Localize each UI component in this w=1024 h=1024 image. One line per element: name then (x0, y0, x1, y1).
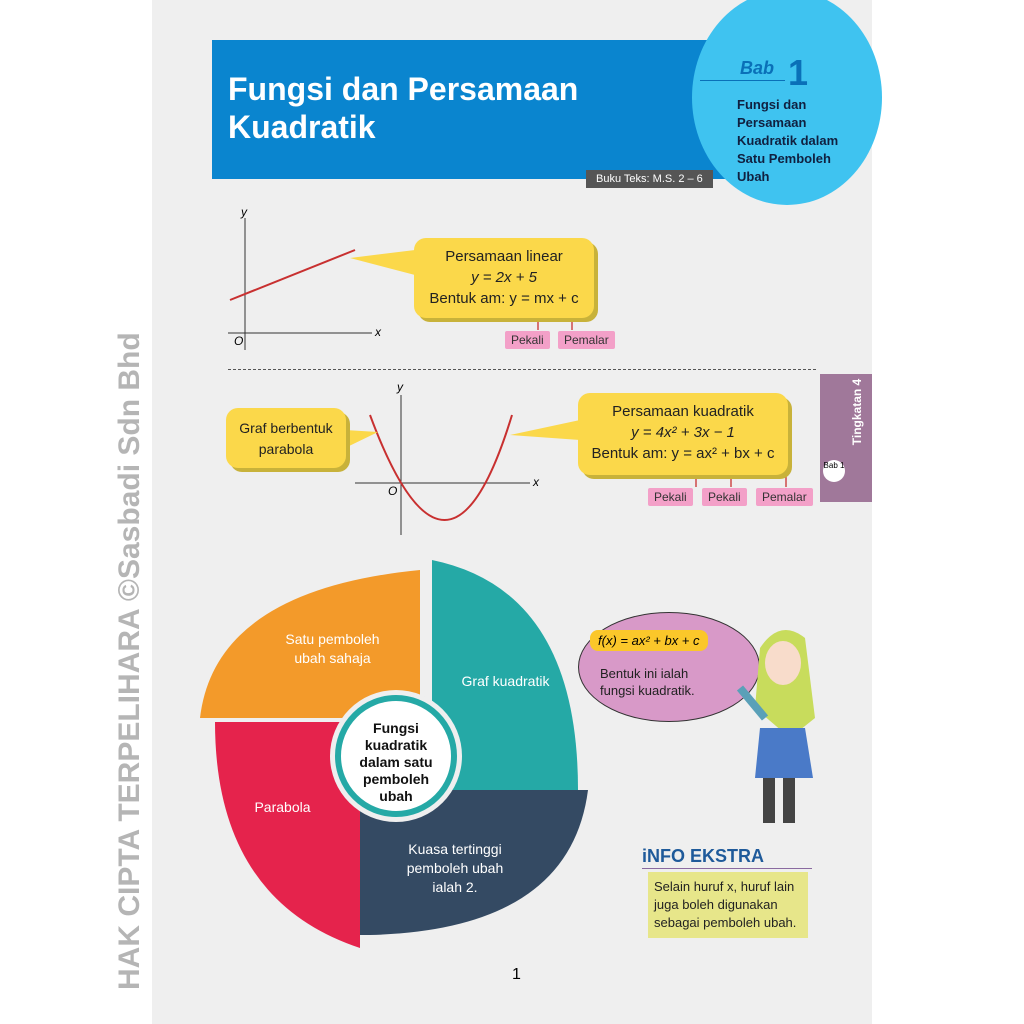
tag-pemalar: Pemalar (558, 331, 615, 349)
character-illustration (735, 618, 825, 838)
segment-label: Graf kuadratik (461, 673, 550, 689)
parabola-bubble: Graf berbentuk parabola (226, 408, 346, 468)
speech-formula: f(x) = ax² + bx + c (590, 630, 708, 651)
info-ekstra-title: iNFO EKSTRA (642, 846, 765, 866)
axis-label-y: y (241, 205, 247, 219)
title-line: Kuadratik (228, 109, 376, 145)
segment-label: Kuasa tertinggi pemboleh ubah ialah 2. (406, 841, 504, 895)
linear-graph (228, 218, 415, 350)
linear-equation-bubble (414, 238, 594, 318)
dashed-divider (228, 369, 816, 370)
origin-label: O (388, 484, 398, 498)
info-ekstra-text: Selain huruf x, huruf lain juga boleh digunakan sebagai pemboleh ubah. (648, 872, 808, 938)
bab-subtitle: Fungsi dan Persamaan Kuadratik dalam Satu Pemboleh Ubah (737, 97, 839, 184)
origin-label: O (234, 334, 244, 348)
bubble-line: Persamaan linear (445, 248, 563, 265)
side-tab-bab: Bab 1 (823, 460, 845, 482)
speech-text: Bentuk ini ialah fungsi kuadratik. (600, 666, 695, 698)
axis-label-y: y (397, 380, 403, 394)
bubble-line: y = 2x + 5 (471, 269, 537, 286)
page-number: 1 (512, 966, 521, 983)
tag-pekali: Pekali (648, 488, 693, 506)
segment-label: Satu pemboleh ubah sahaja (285, 631, 380, 666)
tag-pemalar: Pemalar (756, 488, 813, 506)
bab-number: 1 (788, 52, 809, 93)
bubble-line: y = 4x² + 3x − 1 (631, 424, 735, 441)
bab-label: Bab (740, 58, 775, 78)
watermark: HAK CIPTA TERPELIHARA ©Sasbadi Sdn Bhd (113, 332, 146, 990)
quadratic-equation-bubble (578, 393, 788, 475)
axis-label-x: x (533, 475, 539, 489)
bubble-line: Bentuk am: y = mx + c (429, 290, 579, 307)
bubble-line: Bentuk am: y = ax² + bx + c (591, 445, 775, 462)
textbook-reference: Buku Teks: M.S. 2 – 6 (586, 170, 713, 188)
pie-center-label: Fungsi kuadratik dalam satu pemboleh ubah (359, 720, 433, 804)
tag-pekali: Pekali (702, 488, 747, 506)
segment-label: Parabola (254, 799, 311, 815)
bubble-line: Persamaan kuadratik (612, 403, 754, 420)
tag-pekali: Pekali (505, 331, 550, 349)
title-line: Fungsi dan Persamaan (228, 71, 579, 107)
quadratic-graph (345, 395, 580, 535)
axis-label-x: x (375, 325, 381, 339)
side-tab-label: Tingkatan 4 (850, 378, 864, 446)
divider (642, 868, 812, 869)
